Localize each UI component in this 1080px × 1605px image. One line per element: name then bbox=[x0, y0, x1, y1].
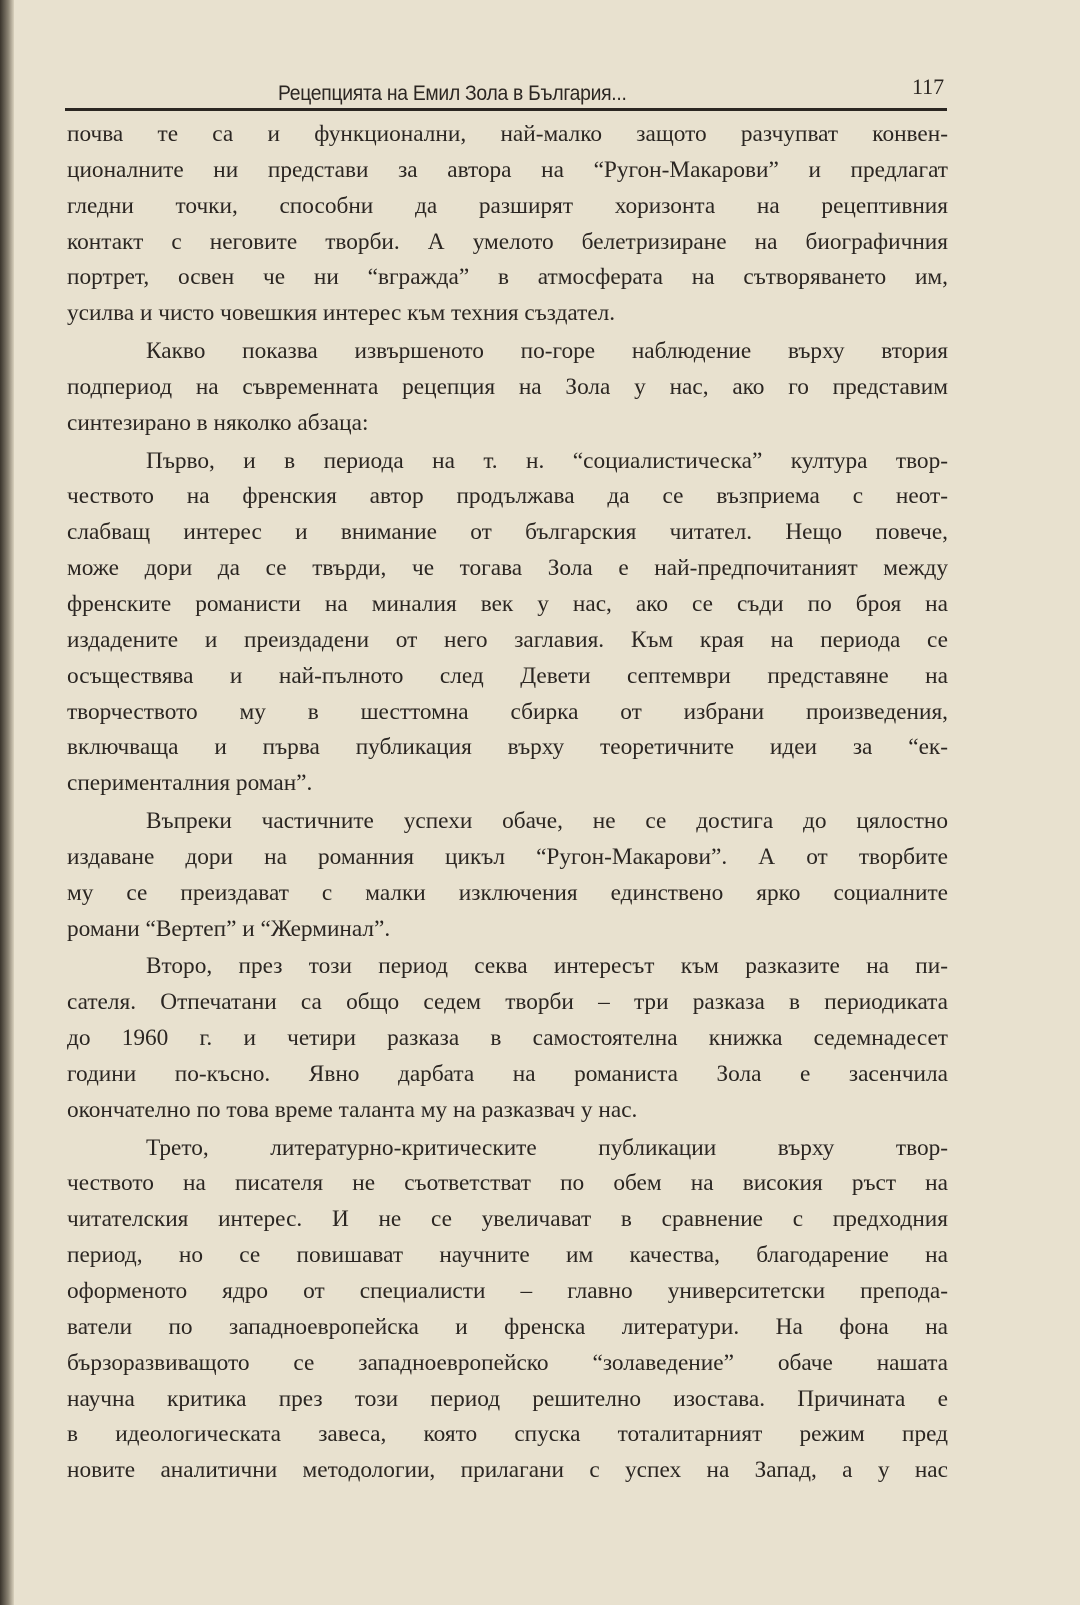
text-line bbox=[67, 1274, 948, 1310]
text-line bbox=[67, 985, 948, 1021]
line-text: период, но се повишават научните им качества, благодарение на bbox=[67, 1242, 948, 1269]
body-text bbox=[67, 117, 948, 1489]
paragraph-first-line bbox=[67, 804, 948, 840]
header-rule bbox=[65, 108, 947, 111]
text-line bbox=[67, 730, 948, 766]
line-text: научна критика през този период решително изостава. Причината е bbox=[67, 1385, 948, 1412]
line-text: издадените и преиздадени от него заглавия. Към края на периода се bbox=[67, 626, 948, 653]
line-text: бързоразвиващото се западноевропейско “золаведение” обаче нашата bbox=[67, 1349, 948, 1376]
text-line bbox=[67, 1453, 948, 1489]
text-line bbox=[67, 260, 948, 296]
text-line bbox=[67, 1238, 948, 1274]
line-text: Първо, и в периода на т. н. “социалистическа” култура твор- bbox=[146, 447, 948, 474]
text-line bbox=[67, 153, 948, 189]
line-text: в идеологическата завеса, която спуска тоталитарният режим пред bbox=[67, 1421, 948, 1448]
text-line bbox=[67, 406, 948, 442]
line-text: слабващ интерес и внимание от българския читател. Нещо повече, bbox=[67, 519, 948, 546]
text-line bbox=[67, 117, 948, 153]
text-line bbox=[67, 695, 948, 731]
line-text: ватели по западноевропейска и френска литератури. На фона на bbox=[67, 1313, 948, 1340]
book-spine-shadow bbox=[0, 0, 14, 1605]
text-line bbox=[67, 766, 948, 802]
text-line bbox=[67, 296, 948, 332]
page-number: 117 bbox=[912, 74, 945, 99]
line-text: романи “Вертеп” и “Жерминал”. bbox=[67, 915, 391, 942]
text-line bbox=[67, 1417, 948, 1453]
line-text: може дори да се твърди, че тогава Зола е най-предпочитаният между bbox=[67, 555, 948, 582]
line-text: подпериод на съвременната рецепция на Зола у нас, ако го представим bbox=[67, 373, 948, 400]
text-line bbox=[67, 1021, 948, 1057]
line-text: му се преиздават с малки изключения единствено ярко социалните bbox=[67, 879, 948, 906]
text-line bbox=[67, 1346, 948, 1382]
line-text: чеството на френския автор продължава да се възприема с неот- bbox=[67, 483, 948, 510]
running-header-title: Рецепцията на Емил Зола в България... bbox=[278, 82, 627, 105]
text-line bbox=[67, 840, 948, 876]
line-text: ционалните ни представи за автора на “Ругон-Макарови” и предлагат bbox=[67, 156, 948, 183]
text-line bbox=[67, 1166, 948, 1202]
line-text: творчеството му в шесттомна сбирка от избрани произведения, bbox=[67, 698, 948, 725]
line-text: новите аналитични методологии, прилагани с успех на Запад, а у нас bbox=[67, 1457, 948, 1484]
paragraph-first-line bbox=[67, 949, 948, 985]
line-text: портрет, освен че ни “вгражда” в атмосферата на сътворяването им, bbox=[67, 264, 948, 291]
text-line bbox=[67, 370, 948, 406]
text-line bbox=[67, 1310, 948, 1346]
text-line bbox=[67, 1382, 948, 1418]
text-line bbox=[67, 623, 948, 659]
paragraph-first-line bbox=[67, 334, 948, 370]
line-text: включваща и първа публикация върху теоретичните идеи за “ек- bbox=[67, 734, 948, 761]
text-line bbox=[67, 1057, 948, 1093]
line-text: чеството на писателя не съответстват по обем на високия ръст на bbox=[67, 1170, 948, 1197]
text-line bbox=[67, 551, 948, 587]
text-line bbox=[67, 1202, 948, 1238]
line-text: окончателно по това време таланта му на разказвач у нас. bbox=[67, 1096, 638, 1123]
line-text: читателския интерес. И не се увеличават в сравнение с предходния bbox=[67, 1206, 948, 1233]
line-text: Трето, литературно-критическите публикации върху твор- bbox=[146, 1134, 948, 1161]
line-text: Въпреки частичните успехи обаче, не се достига до цялостно bbox=[146, 808, 948, 835]
line-text: контакт с неговите творби. А умелото белетризиране на биографичния bbox=[67, 228, 948, 255]
line-text: Второ, през този период секва интересът към разказите на пи- bbox=[146, 953, 948, 980]
paragraph-first-line bbox=[67, 1131, 948, 1167]
line-text: до 1960 г. и четири разказа в самостоятелна книжка седемнадесет bbox=[67, 1025, 948, 1052]
line-text: години по-късно. Явно дарбата на романиста Зола е засенчила bbox=[67, 1060, 948, 1087]
text-line bbox=[67, 587, 948, 623]
line-text: френските романисти на миналия век у нас, ако се съди по броя на bbox=[67, 590, 948, 617]
text-line bbox=[67, 479, 948, 515]
line-text: гледни точки, способни да разширят хоризонта на рецептивния bbox=[67, 192, 948, 219]
text-line bbox=[67, 659, 948, 695]
text-line bbox=[67, 515, 948, 551]
line-text: синтезирано в няколко абзаца: bbox=[67, 409, 369, 436]
line-text: почва те са и функционални, най-малко защото разчупват конвен- bbox=[67, 121, 948, 147]
line-text: издаване дори на романния цикъл “Ругон-Макарови”. А от творбите bbox=[67, 843, 948, 870]
text-line bbox=[67, 876, 948, 912]
text-line bbox=[67, 225, 948, 261]
text-line bbox=[67, 912, 948, 948]
line-text: оформеното ядро от специалисти – главно университетски препода- bbox=[67, 1278, 948, 1304]
paragraph-first-line bbox=[67, 444, 948, 480]
line-text: сперименталния роман”. bbox=[67, 770, 313, 797]
text-line bbox=[67, 1093, 948, 1129]
text-line bbox=[67, 189, 948, 225]
line-text: усилва и чисто човешкия интерес към техния създател. bbox=[67, 300, 616, 327]
line-text: сателя. Отпечатани са общо седем творби – три разказа в периодиката bbox=[67, 989, 948, 1016]
line-text: осъществява и най-пълното след Девети септември представяне на bbox=[67, 662, 948, 689]
line-text: Какво показва извършеното по-горе наблюдение върху втория bbox=[146, 338, 948, 365]
